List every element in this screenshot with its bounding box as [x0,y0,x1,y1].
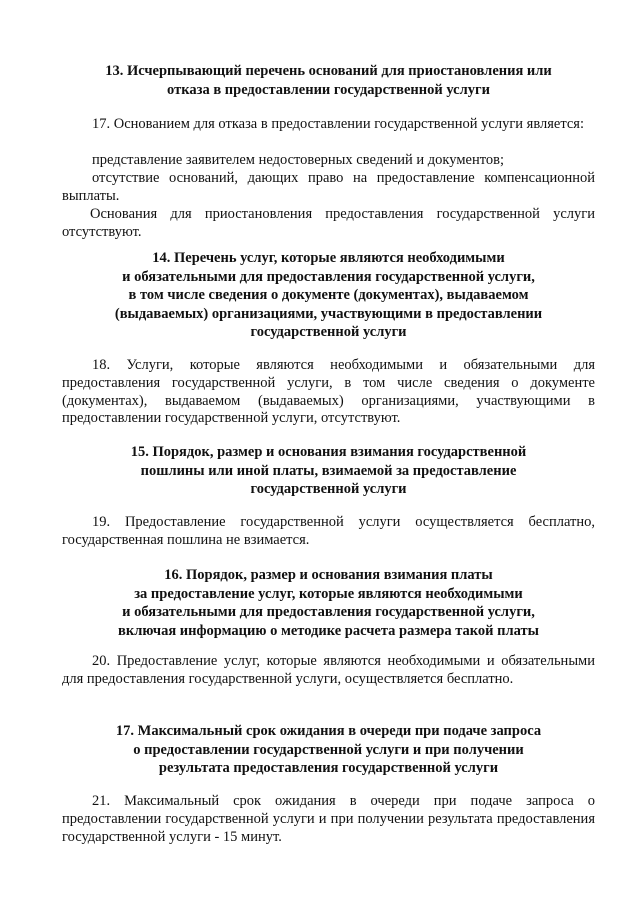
paragraph-17-item-1: представление заявителем недостоверных сведений и документов; [92,152,504,168]
heading-line: государственной услуги [250,481,407,497]
heading-line: и обязательными для предоставления государственной услуги, [122,268,535,285]
paragraph-17-item-2: отсутствие оснований, дающих право на предоставление компенсационной выплаты. [62,170,595,204]
paragraph-18: 18. Услуги, которые являются необходимыми и обязательными для предоставления государственной услуги, в том числе сведения о документе (документах), выдаваемом (выдаваемых) организациями, участвующими в предоставлении государственной услуги, отсутствуют. [62,357,595,427]
section-16-heading [62,566,595,640]
paragraph-17-intro: 17. Основанием для отказа в предоставлении государственной услуги является: [92,116,584,132]
heading-line: 14. Перечень услуг, которые являются необходимыми [152,250,505,266]
paragraph-19: 19. Предоставление государственной услуги осуществляется бесплатно, государственная пошлина не взимается. [62,514,595,548]
heading-line: о предоставлении государственной услуги и при получении [133,741,524,758]
section-17-heading [62,722,595,778]
heading-line: 16. Порядок, размер и основания взимания платы [164,567,493,583]
section-14-heading [62,249,595,342]
heading-line: 17. Максимальный срок ожидания в очереди при подаче запроса [115,723,542,739]
paragraph-17-note: Основания для приостановления предоставления государственной услуги отсутствуют. [62,206,595,240]
heading-line: и обязательными для предоставления государственной услуги, [122,604,535,620]
section-13-heading [62,62,595,99]
heading-line: (выдаваемых) организациями, участвующими в предоставлении [114,305,543,322]
heading-line: пошлины или иной платы, взимаемой за предоставление [140,462,517,479]
heading-line: отказа в предоставлении государственной услуги [167,81,490,98]
heading-line: за предоставление услуг, которые являются необходимыми [134,585,523,602]
heading-line: 15. Порядок, размер и основания взимания государственной [130,444,527,460]
section-15-heading [62,443,595,499]
heading-line: в том числе сведения о документе (документах), выдаваемом [128,287,529,303]
heading-line: 13. Исчерпывающий перечень оснований для приостановления или [105,63,552,79]
paragraph-20: 20. Предоставление услуг, которые являются необходимыми и обязательными для предоставления государственной услуги, осуществляется бесплатно. [62,653,595,687]
heading-line: государственной услуги [250,324,407,340]
heading-line: результата предоставления государственной услуги [158,760,499,776]
heading-line: включая информацию о методике расчета размера такой платы [118,622,539,639]
paragraph-21: 21. Максимальный срок ожидания в очереди при подаче запроса о предоставлении государственной услуги и при получении результата предоставления государственной услуги - 15 минут. [62,793,595,845]
